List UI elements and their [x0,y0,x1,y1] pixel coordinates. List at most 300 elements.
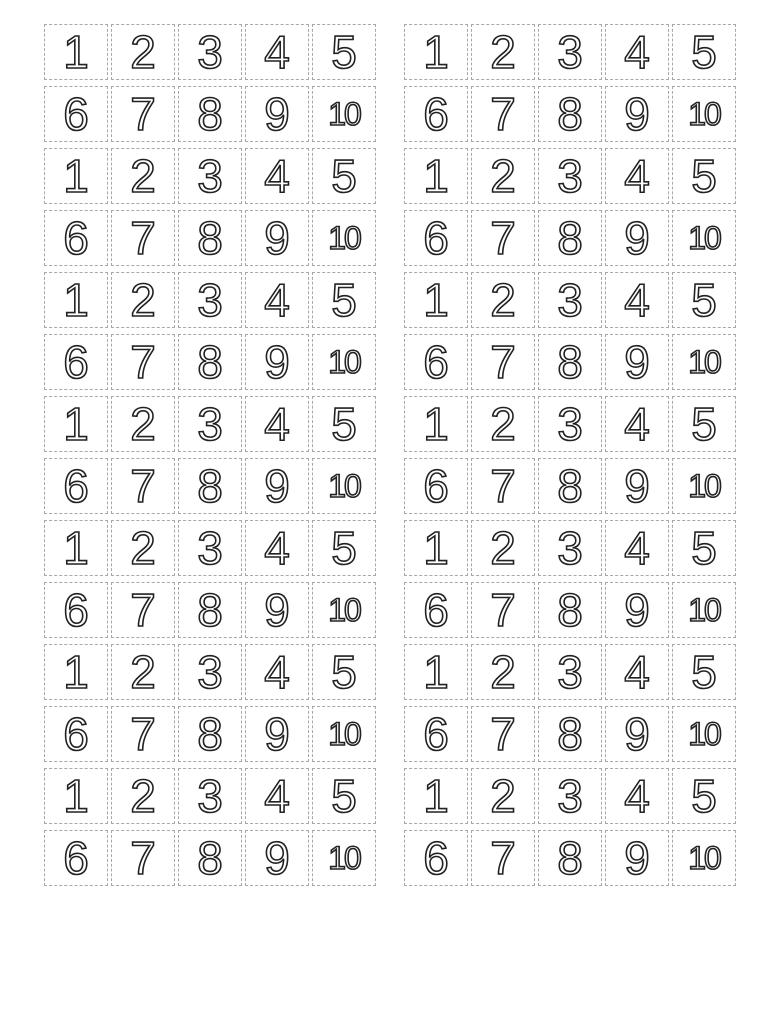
number-card [605,148,669,204]
number-card [605,210,669,266]
number-card [44,148,108,204]
outline-number: 5 [331,522,357,574]
outline-number: 4 [624,522,650,574]
outline-number: 7 [130,832,156,884]
outline-number: 6 [423,212,449,264]
outline-number: 8 [557,708,583,760]
outline-number: 7 [490,460,516,512]
number-card [538,830,602,886]
number-band [44,272,744,390]
number-card [404,148,468,204]
outline-number: 3 [197,646,223,698]
outline-number: 1 [423,770,449,822]
outline-number: 3 [557,26,583,78]
number-card [605,86,669,142]
number-row [44,582,384,638]
outline-number: 9 [624,88,650,140]
number-card [471,210,535,266]
number-card [245,396,309,452]
outline-number: 4 [624,274,650,326]
number-card [178,582,242,638]
outline-number: 7 [490,708,516,760]
number-card [672,830,736,886]
outline-number: 4 [264,274,290,326]
outline-number: 10 [328,468,360,504]
outline-number: 9 [264,336,290,388]
outline-number: 4 [264,646,290,698]
outline-number: 8 [197,584,223,636]
outline-number: 10 [688,840,720,876]
number-card [538,272,602,328]
outline-number: 9 [624,584,650,636]
number-card [44,706,108,762]
number-row [404,644,744,700]
outline-number: 5 [331,150,357,202]
number-set-left [44,768,384,886]
number-set-right [404,768,744,886]
number-cutout-sheet [44,24,744,892]
outline-number: 3 [557,274,583,326]
number-card [404,334,468,390]
outline-number: 1 [423,150,449,202]
outline-number: 1 [423,274,449,326]
outline-number: 3 [557,150,583,202]
number-card [44,768,108,824]
number-row [404,706,744,762]
outline-number: 2 [130,150,156,202]
number-card [44,334,108,390]
number-card [178,396,242,452]
outline-number: 10 [328,344,360,380]
outline-number: 2 [490,646,516,698]
outline-number: 6 [63,708,89,760]
number-row [44,24,384,80]
number-card [404,520,468,576]
number-card [178,768,242,824]
outline-number: 10 [688,468,720,504]
number-card [44,210,108,266]
outline-number: 8 [197,832,223,884]
outline-number: 1 [63,26,89,78]
outline-number: 9 [624,708,650,760]
outline-number: 5 [331,26,357,78]
outline-number: 3 [557,522,583,574]
outline-number: 5 [331,274,357,326]
number-card [404,86,468,142]
number-card [111,272,175,328]
number-card [605,334,669,390]
number-card [111,334,175,390]
number-row [404,830,744,886]
number-row [404,334,744,390]
number-card [471,148,535,204]
number-row [44,148,384,204]
outline-number: 2 [490,274,516,326]
number-card [111,210,175,266]
outline-number: 1 [423,522,449,574]
number-card [471,334,535,390]
number-card [245,706,309,762]
outline-number: 1 [423,398,449,450]
number-card [404,582,468,638]
number-card [178,706,242,762]
number-card [245,86,309,142]
outline-number: 3 [197,398,223,450]
number-row [404,458,744,514]
number-card [178,520,242,576]
number-card [605,768,669,824]
outline-number: 2 [490,770,516,822]
outline-number: 1 [63,150,89,202]
number-card [178,86,242,142]
outline-number: 9 [264,212,290,264]
number-set-right [404,644,744,762]
number-row [404,148,744,204]
number-set-left [44,644,384,762]
number-card [312,458,376,514]
outline-number: 9 [264,88,290,140]
outline-number: 2 [130,26,156,78]
outline-number: 4 [624,770,650,822]
number-card [111,706,175,762]
number-card [245,210,309,266]
number-card [605,272,669,328]
number-card [178,210,242,266]
outline-number: 7 [130,212,156,264]
number-card [111,458,175,514]
number-card [672,24,736,80]
outline-number: 1 [63,770,89,822]
outline-number: 6 [423,460,449,512]
number-card [471,520,535,576]
number-band [44,396,744,514]
number-card [111,644,175,700]
number-set-right [404,396,744,514]
number-card [44,86,108,142]
outline-number: 7 [130,584,156,636]
number-card [312,644,376,700]
number-band [44,768,744,886]
number-card [178,334,242,390]
outline-number: 10 [328,840,360,876]
number-card [672,458,736,514]
number-set-right [404,272,744,390]
outline-number: 6 [423,88,449,140]
outline-number: 4 [264,398,290,450]
outline-number: 8 [557,832,583,884]
outline-number: 7 [130,336,156,388]
outline-number: 7 [130,708,156,760]
number-card [44,644,108,700]
number-card [404,24,468,80]
number-card [538,582,602,638]
number-card [312,830,376,886]
number-card [178,830,242,886]
number-card [538,334,602,390]
outline-number: 10 [688,220,720,256]
outline-number: 5 [691,646,717,698]
number-row [44,520,384,576]
outline-number: 3 [197,274,223,326]
number-card [111,396,175,452]
outline-number: 3 [557,770,583,822]
outline-number: 8 [197,708,223,760]
number-row [44,396,384,452]
outline-number: 2 [130,274,156,326]
number-card [672,86,736,142]
outline-number: 9 [264,708,290,760]
outline-number: 7 [490,336,516,388]
outline-number: 9 [264,832,290,884]
number-band [44,644,744,762]
number-card [111,86,175,142]
number-card [538,24,602,80]
number-card [605,396,669,452]
number-card [471,582,535,638]
outline-number: 4 [264,770,290,822]
number-row [404,24,744,80]
number-band [44,148,744,266]
number-set-left [44,520,384,638]
outline-number: 7 [490,584,516,636]
outline-number: 6 [423,584,449,636]
number-row [404,396,744,452]
outline-number: 5 [331,770,357,822]
number-card [245,458,309,514]
outline-number: 3 [197,150,223,202]
outline-number: 4 [624,398,650,450]
number-card [471,396,535,452]
number-band [44,24,744,142]
number-card [471,272,535,328]
outline-number: 4 [624,26,650,78]
number-card [312,768,376,824]
number-card [404,396,468,452]
number-card [111,520,175,576]
number-card [672,520,736,576]
outline-number: 2 [490,150,516,202]
outline-number: 8 [557,460,583,512]
number-card [404,830,468,886]
number-card [312,24,376,80]
number-card [538,148,602,204]
outline-number: 6 [63,88,89,140]
outline-number: 9 [624,832,650,884]
number-card [672,644,736,700]
number-card [312,582,376,638]
number-card [672,210,736,266]
number-set-left [44,24,384,142]
number-card [605,830,669,886]
outline-number: 7 [490,88,516,140]
number-card [312,210,376,266]
outline-number: 2 [130,398,156,450]
outline-number: 10 [688,716,720,752]
outline-number: 8 [197,212,223,264]
outline-number: 6 [423,832,449,884]
number-card [672,706,736,762]
number-card [471,86,535,142]
outline-number: 3 [557,398,583,450]
number-card [312,148,376,204]
number-card [672,582,736,638]
outline-number: 10 [328,592,360,628]
outline-number: 8 [557,88,583,140]
number-card [605,458,669,514]
number-set-right [404,24,744,142]
number-card [538,768,602,824]
number-card [471,830,535,886]
outline-number: 8 [197,460,223,512]
number-card [471,24,535,80]
number-card [44,458,108,514]
outline-number: 4 [264,522,290,574]
number-row [44,86,384,142]
outline-number: 2 [490,26,516,78]
number-set-right [404,148,744,266]
number-card [245,334,309,390]
outline-number: 1 [423,646,449,698]
number-card [538,644,602,700]
outline-number: 1 [63,646,89,698]
outline-number: 5 [331,398,357,450]
outline-number: 5 [691,274,717,326]
number-row [44,210,384,266]
number-card [538,458,602,514]
outline-number: 9 [624,460,650,512]
number-card [404,706,468,762]
outline-number: 8 [557,212,583,264]
outline-number: 6 [63,584,89,636]
number-card [44,520,108,576]
outline-number: 7 [130,460,156,512]
number-card [312,520,376,576]
outline-number: 3 [197,522,223,574]
number-row [44,768,384,824]
number-card [44,272,108,328]
number-card [312,706,376,762]
outline-number: 5 [691,150,717,202]
number-row [404,768,744,824]
number-card [538,86,602,142]
number-card [111,148,175,204]
number-card [44,24,108,80]
outline-number: 5 [691,770,717,822]
number-card [245,582,309,638]
outline-number: 6 [63,336,89,388]
outline-number: 2 [490,522,516,574]
outline-number: 9 [624,212,650,264]
outline-number: 7 [490,212,516,264]
number-card [471,644,535,700]
number-card [44,396,108,452]
outline-number: 3 [197,26,223,78]
number-row [404,86,744,142]
number-card [404,458,468,514]
number-card [178,148,242,204]
number-card [111,582,175,638]
outline-number: 4 [264,150,290,202]
outline-number: 1 [423,26,449,78]
outline-number: 6 [63,832,89,884]
number-card [245,768,309,824]
outline-number: 2 [130,770,156,822]
number-card [245,520,309,576]
number-card [245,830,309,886]
number-row [44,458,384,514]
outline-number: 10 [688,592,720,628]
number-row [404,520,744,576]
outline-number: 4 [264,26,290,78]
outline-number: 8 [557,584,583,636]
outline-number: 7 [490,832,516,884]
number-card [404,644,468,700]
number-card [111,830,175,886]
outline-number: 1 [63,398,89,450]
outline-number: 8 [197,88,223,140]
number-card [312,396,376,452]
number-card [672,396,736,452]
outline-number: 6 [63,212,89,264]
number-card [471,458,535,514]
outline-number: 8 [557,336,583,388]
number-card [605,24,669,80]
number-row [404,582,744,638]
number-row [44,706,384,762]
number-card [605,706,669,762]
outline-number: 3 [557,646,583,698]
outline-number: 1 [63,522,89,574]
outline-number: 1 [63,274,89,326]
number-card [245,272,309,328]
outline-number: 6 [423,336,449,388]
number-row [404,272,744,328]
number-card [605,582,669,638]
number-set-left [44,148,384,266]
number-card [471,768,535,824]
number-card [245,24,309,80]
number-row [44,644,384,700]
number-card [538,396,602,452]
number-row [44,830,384,886]
outline-number: 8 [197,336,223,388]
number-card [538,520,602,576]
number-card [471,706,535,762]
number-row [44,272,384,328]
outline-number: 5 [691,398,717,450]
number-card [672,272,736,328]
number-card [111,768,175,824]
number-row [44,334,384,390]
outline-number: 10 [688,96,720,132]
outline-number: 2 [130,522,156,574]
number-card [178,272,242,328]
number-card [312,334,376,390]
number-band [44,520,744,638]
number-card [44,830,108,886]
outline-number: 2 [130,646,156,698]
outline-number: 10 [328,96,360,132]
outline-number: 3 [197,770,223,822]
outline-number: 9 [624,336,650,388]
number-card [178,24,242,80]
number-card [44,582,108,638]
number-card [404,768,468,824]
outline-number: 2 [490,398,516,450]
number-set-left [44,272,384,390]
number-card [605,644,669,700]
number-card [672,768,736,824]
